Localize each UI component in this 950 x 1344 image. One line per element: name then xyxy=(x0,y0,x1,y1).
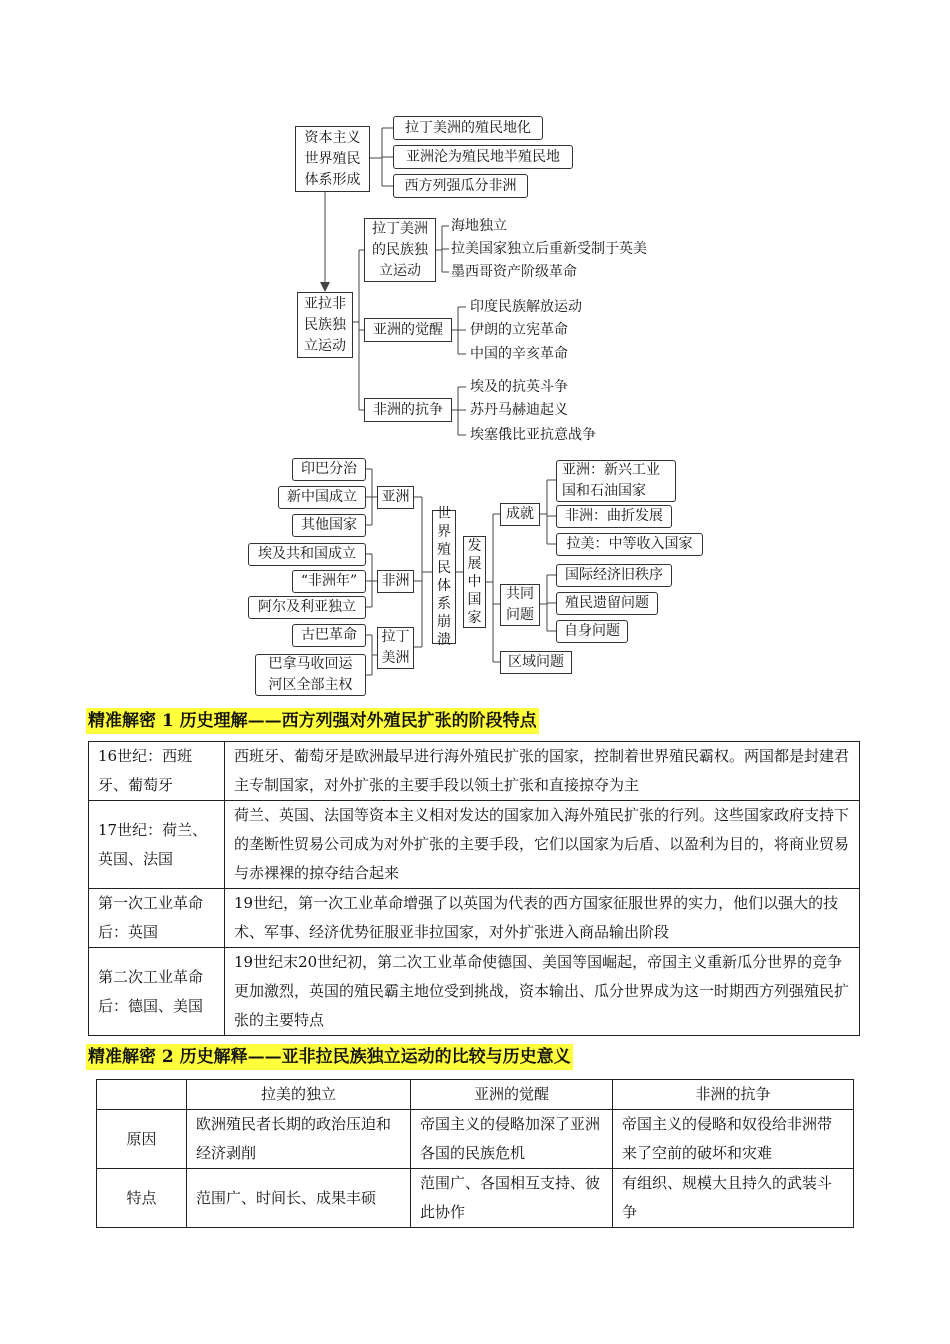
table-cell: 帝国主义的侵略加深了亚洲各国的民族危机 xyxy=(411,1110,613,1169)
column-header: 拉美的独立 xyxy=(187,1080,411,1110)
node-africa-item: 埃及共和国成立 xyxy=(248,543,366,566)
node-common-item: 自身问题 xyxy=(556,620,628,643)
desc-cell: 19世纪，第一次工业革命增强了以英国为代表的西方国家征服世界的实力，他们以强大的技术、军事、经济优势征服亚非拉国家，对外扩张进入商品输出阶段 xyxy=(225,889,860,948)
latin-item: 海地独立 xyxy=(451,218,507,234)
table-row xyxy=(89,948,860,1036)
column-header: 非洲的抗争 xyxy=(613,1080,854,1110)
desc-cell: 19世纪末20世纪初，第二次工业革命使德国、美国等国崛起，帝国主义重新瓜分世界的竞争更加激烈，英国的殖民霸主地位受到挑战，资本输出、瓜分世界成为这一时期西方列强殖民扩张的主要特点 xyxy=(225,948,860,1036)
node-latin-america-independence: 拉丁美洲的民族独立运动 xyxy=(364,218,436,282)
asia-item: 印度民族解放运动 xyxy=(470,299,582,315)
column-header: 亚洲的觉醒 xyxy=(411,1080,613,1110)
node-achievement-item: 拉美：中等收入国家 xyxy=(556,533,703,556)
node-latin-item: 古巴革命 xyxy=(292,624,366,647)
stage-cell: 16世纪：西班牙、葡萄牙 xyxy=(89,742,225,801)
row-label: 特点 xyxy=(97,1169,187,1228)
node-colonial-system-collapse: 世界殖民体系崩溃 xyxy=(432,510,456,644)
table-row xyxy=(89,889,860,948)
latin-item: 拉美国家独立后重新受制于英美 xyxy=(451,241,647,257)
node-africa-item: “非洲年” xyxy=(292,570,366,593)
table-header-row xyxy=(97,1080,854,1110)
row-label: 原因 xyxy=(97,1110,187,1169)
node-independence-movements: 亚拉非民族独立运动 xyxy=(297,292,353,358)
node-asia-awakening: 亚洲的觉醒 xyxy=(364,318,452,342)
section2-heading: 精准解密 2 历史解释——亚非拉民族独立运动的比较与历史意义 xyxy=(86,1044,573,1070)
node-colonial-system-formation: 资本主义世界殖民体系形成 xyxy=(295,126,370,192)
table-cell: 范围广、各国相互支持、彼此协作 xyxy=(411,1169,613,1228)
node-region-africa: 非洲 xyxy=(377,570,414,593)
node-common-problems: 共同问题 xyxy=(500,584,540,626)
node-asia-item: 其他国家 xyxy=(292,514,366,537)
node-common-item: 殖民遗留问题 xyxy=(556,592,658,615)
stage-cell: 17世纪：荷兰、英国、法国 xyxy=(89,801,225,889)
table-row xyxy=(89,742,860,801)
node-africa-struggle: 非洲的抗争 xyxy=(364,398,452,422)
column-header xyxy=(97,1080,187,1110)
table-row xyxy=(97,1110,854,1169)
asia-item: 伊朗的立宪革命 xyxy=(470,322,568,338)
africa-item: 埃塞俄比亚抗意战争 xyxy=(470,427,596,443)
table-cell: 有组织、规模大且持久的武装斗争 xyxy=(613,1169,854,1228)
node-achievement-item: 亚洲：新兴工业国和石油国家 xyxy=(556,460,676,502)
node-achievement-item: 非洲：曲折发展 xyxy=(556,505,672,528)
node-latin-item: 巴拿马收回运河区全部主权 xyxy=(255,654,366,696)
stage-cell: 第一次工业革命后：英国 xyxy=(89,889,225,948)
colonial-expansion-table xyxy=(88,741,860,1036)
independence-comparison-table xyxy=(96,1079,854,1228)
section1-heading: 精准解密 1 历史理解——西方列强对外殖民扩张的阶段特点 xyxy=(86,708,539,734)
node-region-asia: 亚洲 xyxy=(377,486,414,509)
node-regional-problems: 区域问题 xyxy=(500,651,572,674)
stage-cell: 第二次工业革命后：德国、美国 xyxy=(89,948,225,1036)
node-common-item: 国际经济旧秩序 xyxy=(556,564,672,587)
node-formation-item: 亚洲沦为殖民地半殖民地 xyxy=(393,145,573,169)
desc-cell: 荷兰、英国、法国等资本主义相对发达的国家加入海外殖民扩张的行列。这些国家政府支持下的垄断性贸易公司成为对外扩张的主要手段，它们以国家为后盾、以盈利为目的，将商业贸易与赤裸裸的掠夺结合起来 xyxy=(225,801,860,889)
table-cell: 范围广、时间长、成果丰硕 xyxy=(187,1169,411,1228)
latin-item: 墨西哥资产阶级革命 xyxy=(451,264,577,280)
table-cell: 欧洲殖民者长期的政治压迫和经济剥削 xyxy=(187,1110,411,1169)
node-achievements: 成就 xyxy=(500,503,540,526)
node-asia-item: 印巴分治 xyxy=(292,458,366,481)
africa-item: 埃及的抗英斗争 xyxy=(470,379,568,395)
africa-item: 苏丹马赫迪起义 xyxy=(470,402,568,418)
table-cell: 帝国主义的侵略和奴役给非洲带来了空前的破坏和灾难 xyxy=(613,1110,854,1169)
node-developing-countries: 发展中国家 xyxy=(463,536,486,628)
node-formation-item: 拉丁美洲的殖民地化 xyxy=(393,116,543,140)
node-formation-item: 西方列强瓜分非洲 xyxy=(393,174,528,198)
desc-cell: 西班牙、葡萄牙是欧洲最早进行海外殖民扩张的国家，控制着世界殖民霸权。两国都是封建君主专制国家，对外扩张的主要手段以领土扩张和直接掠夺为主 xyxy=(225,742,860,801)
table-row xyxy=(89,801,860,889)
node-africa-item: 阿尔及利亚独立 xyxy=(248,596,366,619)
node-region-latin-america: 拉丁美洲 xyxy=(377,627,414,669)
table-row xyxy=(97,1169,854,1228)
node-asia-item: 新中国成立 xyxy=(278,486,366,509)
asia-item: 中国的辛亥革命 xyxy=(470,346,568,362)
